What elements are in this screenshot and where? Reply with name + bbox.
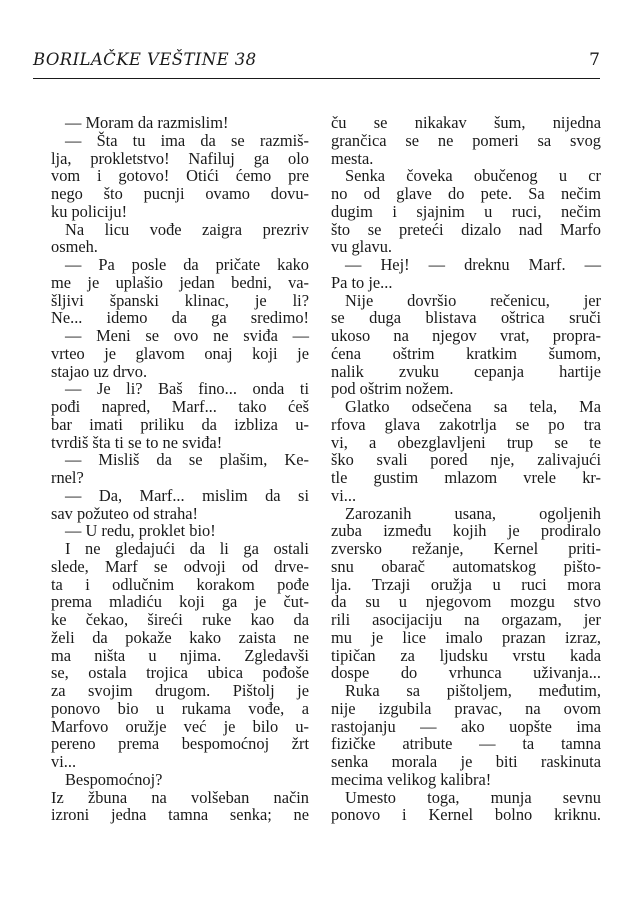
left-column [51,114,309,824]
text-line: Iz žbuna na volšeban način [51,787,309,807]
text-line: Zarozanih usana, ogoljenih [345,503,601,523]
text-line: se duga blistava oštrica sruči [331,308,601,328]
text-line: vom i gotovo! Otići ćemo pre [51,166,309,186]
text-line: no od glave do pete. Sa nečim [331,184,601,203]
text-line: za svojim drugom. Pištolj je [51,681,309,700]
text-line: ponovo bio u rukama vođe, a [51,698,309,718]
text-line: grančica se ne pomeri sa svog [331,130,601,150]
text-line: ćena oštrim kratkim šumom, [331,343,601,363]
text-line: ču se nikakav šum, nijedna [331,113,601,132]
text-line: rnel? [51,468,84,487]
text-line: — Misliš da se plašim, Ke- [65,450,309,470]
text-line: I ne gledajući da li ga ostali [65,539,309,558]
right-column [331,114,601,824]
text-line: stajao uz drvo. [51,361,148,381]
text-line: prema mladiću koji ga je čut- [51,592,309,612]
text-line: — U redu, proklet bio! [65,521,216,541]
text-line: izroni jedna tamna senka; ne [51,805,309,825]
text-line: lja, prokletstvo! Nafiluj ga olo [51,148,309,168]
text-line: sav požuteo od straha! [51,503,199,523]
text-line: dugim i sjajnim u ruci, nečim [331,201,601,221]
text-line: da su u njegovom mozgu stvo [331,592,601,612]
text-line: Marfovo oružje već je bilo u- [51,716,309,736]
text-line: bar imati priliku da izbliza u- [51,414,309,434]
text-line: — Šta tu ima da se razmiš- [65,130,309,150]
text-line: Umesto toga, munja sevnu [345,787,601,807]
header-rule [33,78,600,79]
text-line: fizičke atribute — ta tamna [331,734,601,754]
text-line: dospe do vrhunca uživanja... [331,663,601,683]
text-line: ško svali pored nje, zalivajući [331,450,601,470]
text-line: šljivi španski klinac, je li? [51,290,309,310]
text-line: me je uplašio jedan bedni, va- [51,272,309,292]
text-line: pođi napred, Marf... tako ćeš [51,397,309,416]
text-line: pod oštrim nožem. [331,379,454,399]
running-head: BORILAČKE VEŠTINE 38 [33,50,257,69]
text-line: Pa to je... [331,272,393,292]
text-line: — Pa posle da pričate kako [65,255,309,274]
text-line: zuba između kojih je prodiralo [331,521,601,541]
text-line: mu je lice imalo prazan izraz, [331,627,601,647]
text-line: — Moram da razmislim! [65,113,229,132]
text-line: vi... [51,752,77,771]
text-line: — Hej! — dreknu Marf. — [345,255,601,274]
text-line: želi da pokaže kako zaista ne [51,627,309,647]
text-line: pereno prema bespomoćnoj žrt [51,734,309,754]
text-line: nije izgubila pravac, na ovom [331,698,601,718]
text-line: Bespomoćnoj? [65,769,163,789]
text-line: nego što pucnji ovamo dovu- [51,184,309,203]
text-line: lja. Trzaji oružja u ruci mora [331,574,601,594]
text-line: Ruka sa pištoljem, međutim, [345,681,601,700]
text-line: se, ostala trojica ubica pođoše [51,663,309,683]
text-line: ukoso na njegov vrat, propra- [331,326,601,345]
text-line: mesta. [331,148,374,168]
text-line: zversko režanje, Kernel priti- [331,539,601,558]
text-line: vi... [331,485,357,505]
text-line: osmeh. [51,237,98,257]
text-line: tipičan za ljudsku vrstu kada [331,645,601,665]
text-line: — Meni se ovo ne sviđa — [65,326,309,345]
text-line: snu obarač automatskog pišto- [331,556,601,576]
text-line: rili asocijaciju na orgazam, jer [331,610,601,629]
text-line: ma ništa u njima. Zgledavši [51,645,309,665]
text-line: Senka čoveka obučenog u cr [345,166,601,186]
text-line: Ne... idemo da ga sredimo! [51,308,309,328]
text-line: vi, a obezglavljeni trup se te [331,432,601,452]
text-line: — Je li? Baš fino... onda ti [65,379,309,399]
page-number: 7 [589,50,600,70]
text-line: Glatko odsečena sa tela, Ma [345,397,601,416]
text-line: rfova glava zakotrlja se po tra [331,414,601,434]
text-line: vu glavu. [331,237,393,257]
text-line: Nije dovršio rečenicu, jer [345,290,601,310]
text-line: ke čekao, šireći ruke kao da [51,610,309,629]
text-line: — Da, Marf... mislim da si [65,485,309,505]
text-line: rastojanju — ako uopšte ima [331,716,601,736]
text-line: ta i odlučnim korakom pođe [51,574,309,594]
text-line: mecima velikog kalibra! [331,769,492,789]
page-header [33,50,600,74]
text-line: vrteo je glavom onaj koji je [51,343,309,363]
text-line: tvrdiš šta ti se to ne sviđa! [51,432,223,452]
text-line: senka morala je biti raskinuta [331,752,601,771]
text-line: ponovo i Kernel bolno kriknu. [331,805,601,825]
text-line: Na licu vođe zaigra prezriv [65,219,309,239]
text-line: što se preteći dizalo nad Marfo [331,219,601,239]
text-line: tle gustim mlazom vrele kr- [331,468,601,487]
text-line: nalik zvuku cepanja hartije [331,361,601,381]
text-line: slede, Marf se odvoji od drve- [51,556,309,576]
text-line: ku policiju! [51,201,128,221]
